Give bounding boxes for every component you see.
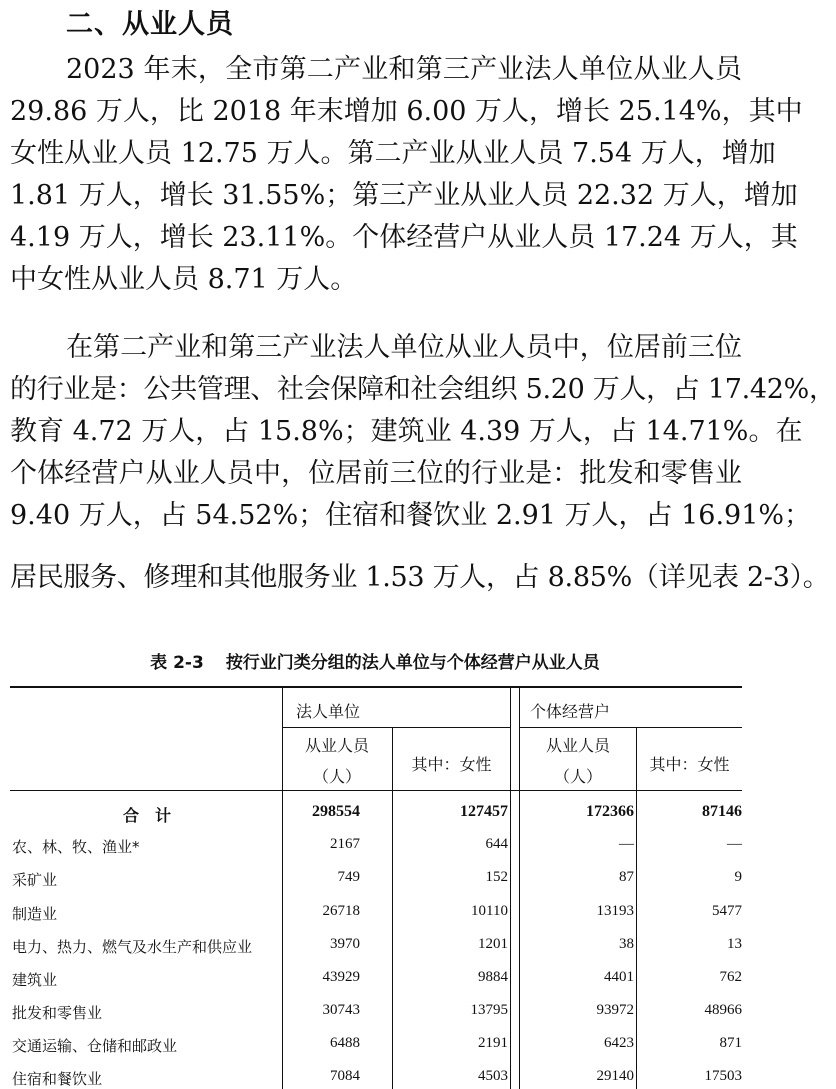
column-divider — [392, 727, 393, 1089]
header-employees: 从业人员 — [304, 736, 369, 755]
cell: 1201 — [478, 936, 508, 952]
cell: 9 — [734, 869, 742, 885]
paragraph-line: 教育 4.72 万人，占 15.8%；建筑业 4.39 万人，占 14.71%。在 — [10, 416, 803, 447]
cell: 6488 — [330, 1035, 360, 1051]
table-caption: 按行业门类分组的法人单位与个体经营户从业人员 — [225, 653, 600, 673]
cell: — — [727, 836, 742, 852]
row-label: 批发和零售业 — [12, 1004, 103, 1022]
cell: 6423 — [604, 1035, 634, 1051]
cell: 48966 — [704, 1002, 742, 1018]
table-number: 表 2-3 — [150, 653, 204, 673]
cell: 5477 — [712, 903, 742, 919]
header-employees: 从业人员 — [545, 736, 610, 755]
section-heading: 二、从业人员 — [66, 9, 234, 40]
paragraph-line: 个体经营户从业人员中，位居前三位的行业是：批发和零售业 — [10, 458, 742, 489]
table-header-rule — [10, 790, 742, 791]
total-household-female: 87146 — [702, 803, 742, 820]
paragraph-line: 居民服务、修理和其他服务业 1.53 万人，占 8.85%（详见表 2-3）。 — [10, 562, 830, 593]
total-row-label: 合 计 — [122, 806, 171, 825]
cell: 13795 — [470, 1002, 508, 1018]
header-female: 其中：女性 — [411, 755, 492, 774]
total-household-employees: 172366 — [586, 803, 634, 820]
cell: 7084 — [330, 1068, 360, 1084]
header-unit: （人） — [553, 767, 602, 786]
cell: 749 — [337, 869, 360, 885]
column-divider — [510, 686, 511, 1089]
cell: 4503 — [478, 1068, 508, 1084]
header-unit: （人） — [312, 767, 361, 786]
paragraph-line: 女性从业人员 12.75 万人。第二产业从业人员 7.54 万人，增加 — [10, 138, 776, 169]
cell: 30743 — [322, 1002, 360, 1018]
cell: 9884 — [478, 969, 508, 985]
paragraph-line: 9.40 万人，占 54.52%；住宿和餐饮业 2.91 万人，占 16.91%； — [10, 500, 812, 531]
cell: 152 — [485, 869, 508, 885]
cell: 871 — [719, 1035, 742, 1051]
paragraph-line: 中女性从业人员 8.71 万人。 — [10, 264, 358, 295]
cell: 10110 — [471, 903, 508, 919]
total-legal-female: 127457 — [460, 803, 508, 820]
cell: 2167 — [330, 836, 360, 852]
total-legal-employees: 298554 — [312, 803, 360, 820]
cell: 26718 — [322, 903, 360, 919]
row-label: 交通运输、仓储和邮政业 — [12, 1037, 178, 1055]
paragraph-line: 1.81 万人，增长 31.55%；第三产业从业人员 22.32 万人，增加 — [10, 180, 798, 211]
row-label: 采矿业 — [12, 871, 58, 889]
row-label: 建筑业 — [12, 971, 58, 989]
cell: 644 — [485, 836, 508, 852]
cell: 13 — [727, 936, 742, 952]
group2-underline — [519, 727, 742, 728]
cell: 2191 — [478, 1035, 508, 1051]
cell: 29140 — [596, 1068, 634, 1084]
cell: 93972 — [596, 1002, 634, 1018]
cell: 3970 — [330, 936, 360, 952]
row-label: 住宿和餐饮业 — [12, 1070, 103, 1088]
header-female: 其中：女性 — [649, 755, 730, 774]
header-legal-units: 法人单位 — [296, 702, 361, 721]
table-title — [0, 648, 750, 673]
cell: 43929 — [322, 969, 360, 985]
paragraph-line: 的行业是：公共管理、社会保障和社会组织 5.20 万人，占 17.42%， — [10, 374, 836, 405]
paragraph-line: 4.19 万人，增长 23.11%。个体经营户从业人员 17.24 万人，其 — [10, 222, 798, 253]
table-top-rule — [10, 686, 742, 688]
cell: 87 — [619, 869, 634, 885]
paragraph-line: 2023 年末，全市第二产业和第三产业法人单位从业人员 — [66, 54, 742, 85]
cell: 762 — [719, 969, 742, 985]
group1-underline — [282, 727, 510, 728]
row-label: 电力、热力、燃气及水生产和供应业 — [12, 938, 253, 956]
cell: — — [619, 836, 634, 852]
cell: 13193 — [596, 903, 634, 919]
row-label: 农、林、牧、渔业* — [12, 838, 140, 856]
cell: 17503 — [704, 1068, 742, 1084]
row-label: 制造业 — [12, 905, 58, 923]
column-divider — [636, 727, 637, 1089]
paragraph-line: 29.86 万人，比 2018 年末增加 6.00 万人，增长 25.14%，其中 — [10, 96, 803, 127]
cell: 4401 — [604, 969, 634, 985]
paragraph-line: 在第二产业和第三产业法人单位从业人员中，位居前三位 — [66, 332, 742, 363]
header-individual-households: 个体经营户 — [530, 702, 611, 721]
cell: 38 — [619, 936, 634, 952]
